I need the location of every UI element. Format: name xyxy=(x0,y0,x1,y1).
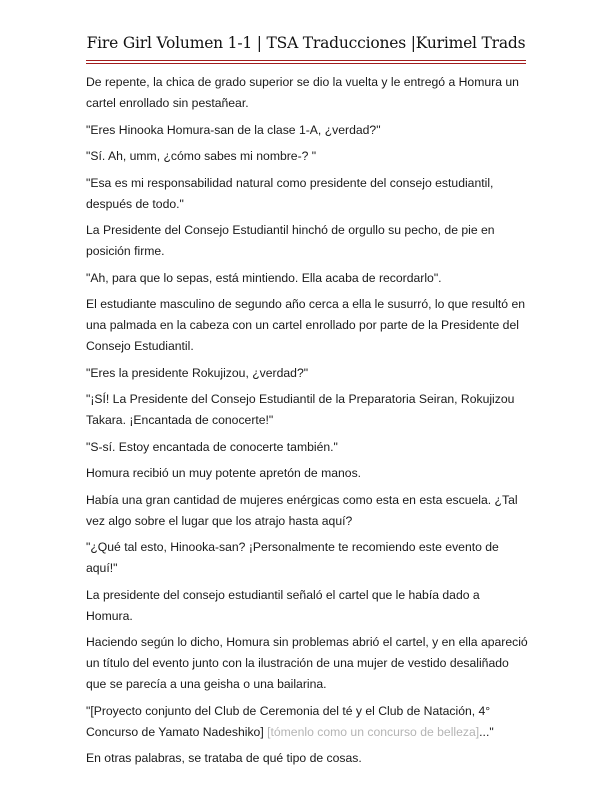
page-body xyxy=(86,72,528,775)
paragraph: Homura recibió un muy potente apretón de manos. xyxy=(86,466,362,480)
paragraph: De repente, la chica de grado superior se dio la vuelta y le entregó a Homura un cartel enrollado sin pestañear. xyxy=(86,75,519,110)
closing-paragraph: En otras palabras, se trataba de qué tipo de cosas. xyxy=(86,751,362,765)
paragraph: "Eres Hinooka Homura-san de la clase 1-A, ¿verdad?" xyxy=(86,122,381,137)
paragraph: "Ah, para que lo sepas, está mintiendo. Ella acaba de recordarlo". xyxy=(86,270,442,285)
paragraph: Había una gran cantidad de mujeres enérgicas como esta en esta escuela. ¿Tal vez algo sobre el lugar que los atrajo hasta aquí? xyxy=(86,492,518,528)
paragraph: La Presidente del Consejo Estudiantil hinchó de orgullo su pecho, de pie en posición firme. xyxy=(86,223,495,258)
header-rule-thin xyxy=(86,63,526,64)
paragraph: El estudiante masculino de segundo año cerca a ella le susurró, lo que resultó en una palmada en la cabeza con un cartel enrollado por parte de la Presidente del Consejo Estudiantil. xyxy=(86,297,526,353)
header-rule xyxy=(86,60,526,61)
paragraph: "¿Qué tal esto, Hinooka-san? ¡Personalmente te recomiendo este evento de aquí!" xyxy=(86,540,499,575)
paragraph: "Esa es mi responsabilidad natural como presidente del consejo estudiantil, después de todo." xyxy=(86,175,494,211)
translator-note: [tómenlo como un concurso de belleza] xyxy=(267,724,480,739)
page-header-title: Fire Girl Volumen 1-1 | TSA Traducciones |Kurimel Trads xyxy=(86,34,526,52)
paragraph: "Sí. Ah, umm, ¿cómo sabes mi nombre-? " xyxy=(86,149,317,163)
paragraph: "¡SÍ! La Presidente del Consejo Estudiantil de la Preparatoria Seiran, Rokujizou Takara. ¡Encantada de conocerte!" xyxy=(86,392,515,427)
poster-title-text: "[Proyecto conjunto del Club de Ceremonia del té y el Club de Natación, 4° Concurso de Yamato Nadeshiko] xyxy=(86,703,491,739)
paragraph: "S-sí. Estoy encantada de conocerte también." xyxy=(86,439,338,454)
poster-title-end: ..." xyxy=(479,724,494,739)
paragraph: "Eres la presidente Rokujizou, ¿verdad?" xyxy=(86,365,309,380)
poster-title-paragraph xyxy=(86,701,528,743)
paragraph: Haciendo según lo dicho, Homura sin problemas abrió el cartel, y en ella apareció un título del evento junto con la ilustración de una mujer de vestido desaliñado que se parecía a una geisha o una bailarina. xyxy=(86,635,528,691)
paragraph: La presidente del consejo estudiantil señaló el cartel que le había dado a Homura. xyxy=(86,587,480,623)
